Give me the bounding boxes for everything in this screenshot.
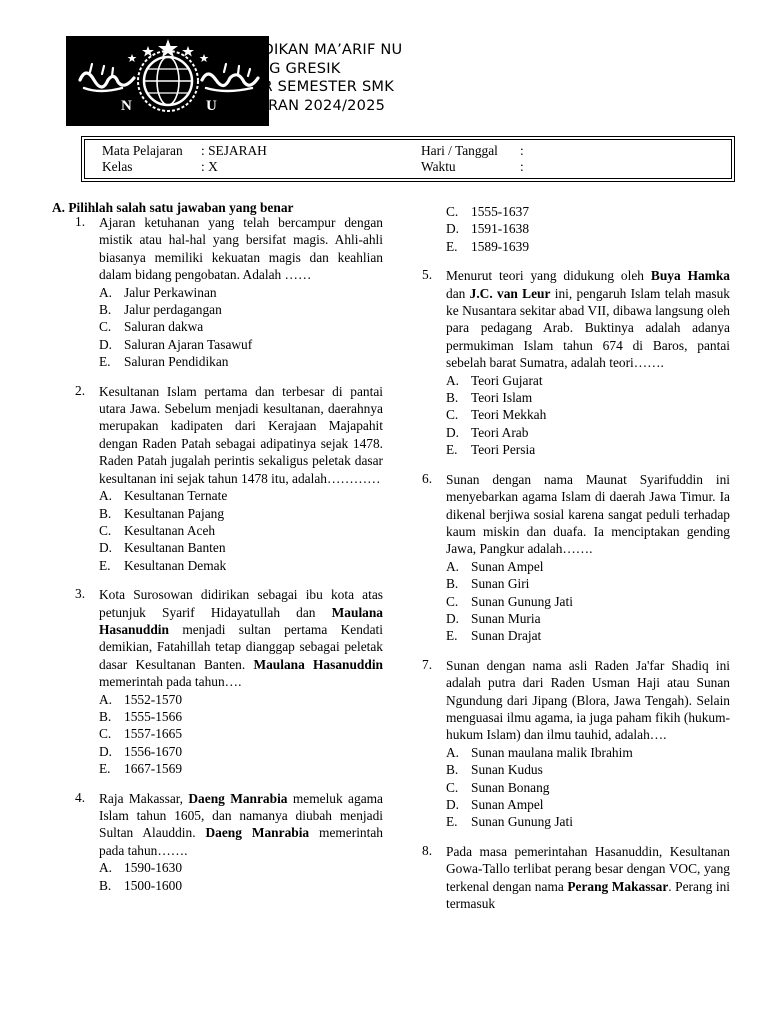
exam-info-inner	[84, 139, 732, 179]
question-text-part: ini, pengaruh Islam telah masuk ke Nusantara sekitar abad VII, dibawa langsung oleh para pedagang Arab. Buktinya adalah adanya permukiman Islam tahun 674 di Baros, pantai sebelah barat Sumatra, adalah teori…….	[446, 285, 730, 371]
option-letter: B.	[446, 762, 459, 778]
answer-option[interactable]	[446, 203, 730, 220]
answer-option[interactable]	[446, 558, 730, 575]
option-letter: B.	[446, 390, 459, 406]
answer-option[interactable]	[446, 575, 730, 592]
header-line-1: IDIKAN MA’ARIF NU	[258, 41, 403, 58]
option-text: 1552-1570	[124, 691, 183, 707]
answer-option[interactable]	[99, 318, 383, 335]
answer-option[interactable]	[99, 743, 383, 760]
option-letter: E.	[99, 557, 111, 573]
question-text-bold: Maulana Hasanuddin	[99, 604, 383, 637]
option-letter: A.	[99, 860, 113, 876]
option-letter: C.	[446, 779, 459, 795]
question-text-part: dan	[446, 285, 470, 301]
answer-option[interactable]	[99, 301, 383, 318]
question-text: Sunan dengan nama Maunat Syarifuddin ini menyebarkan agama Islam di daerah Jawa Timur. Ia dikenal berjiwa sosial karena sangat peduli terhadap kaum miskin dan duafa. Ia menciptakan gending Jawa, Pangkur adalah…….	[446, 471, 730, 557]
answer-option[interactable]	[99, 708, 383, 725]
answer-option[interactable]	[446, 441, 730, 458]
question-number: 5.	[422, 267, 433, 283]
question-text-bold: Buya Hamka	[650, 268, 730, 284]
option-letter: C.	[99, 319, 112, 335]
question-text: Ajaran ketuhanan yang telah bercampur dengan mistik atau hal-hal yang bersifat magis. Ahli-ahli biasanya memiliki kekuatan magis dan keahlian dalam bidang pengobatan. Adalah ……	[99, 215, 383, 283]
option-text: 1590-1630	[124, 860, 183, 876]
logo-letter-u: U	[206, 98, 217, 114]
option-letter: A.	[446, 558, 460, 574]
answer-option[interactable]	[446, 813, 730, 830]
option-text: Jalur Perkawinan	[124, 284, 217, 300]
right-column	[422, 203, 730, 924]
option-text: Sunan Muria	[471, 610, 541, 626]
answer-option[interactable]	[446, 779, 730, 796]
option-text: Teori Arab	[471, 424, 529, 440]
option-text: Teori Persia	[471, 442, 536, 458]
option-text: 1555-1637	[471, 204, 530, 219]
question-text-part: Kota Surosowan didirikan sebagai ibu kota atas petunjuk Syarif Hidayatullah dan	[99, 587, 383, 620]
question-3	[75, 586, 383, 777]
question-text-bold: Perang Makassar	[567, 878, 669, 894]
logo-letter-n: N	[121, 98, 132, 114]
answer-option[interactable]	[99, 859, 383, 876]
option-letter: D.	[99, 540, 113, 556]
question-7	[422, 657, 730, 831]
option-text: 1500-1600	[124, 877, 183, 893]
question-2	[75, 383, 383, 574]
answer-options	[99, 691, 383, 778]
question-number: 1.	[75, 214, 86, 229]
option-text: Teori Mekkah	[471, 407, 547, 423]
class-value: : X	[201, 159, 218, 174]
nu-logo	[66, 36, 269, 126]
option-text: 1555-1566	[124, 708, 183, 724]
left-column	[75, 214, 383, 906]
question-4-continued-options	[446, 203, 730, 255]
option-letter: C.	[446, 407, 459, 423]
question-text-bold: J.C. van Leur	[469, 285, 551, 301]
option-letter: E.	[99, 354, 111, 370]
option-text: Sunan Drajat	[471, 628, 542, 644]
answer-option[interactable]	[446, 761, 730, 778]
question-text: Sunan dengan nama asli Raden Ja'far Shadiq ini adalah putra dari Raden Usman Haji atau Sunan Ngundung dari Jipang (Blora, Jawa Tengah). Selain menguasai ilmu agama, ia juga paham fikih (hukum-hukum Islam) dan ilmu tauhid, adalah….	[446, 657, 730, 743]
option-text: Kesultanan Ternate	[124, 488, 228, 504]
answer-option[interactable]	[446, 238, 730, 255]
answer-option[interactable]	[99, 522, 383, 539]
option-letter: D.	[99, 336, 113, 352]
option-letter: D.	[446, 424, 460, 440]
answer-option[interactable]	[446, 593, 730, 610]
question-6	[422, 471, 730, 645]
question-number: 6.	[422, 470, 433, 486]
option-text: Sunan Gunung Jati	[471, 593, 573, 609]
option-letter: E.	[446, 814, 458, 830]
exam-info-box	[81, 136, 735, 182]
date-value: :	[520, 143, 524, 158]
question-8	[422, 843, 730, 913]
question-number: 3.	[75, 586, 86, 602]
option-text: 1667-1569	[124, 761, 183, 777]
question-text-part: memerintah pada tahun…….	[99, 825, 383, 858]
question-5	[422, 267, 730, 458]
question-text-part: . Perang ini termasuk	[446, 878, 730, 912]
answer-option[interactable]	[446, 389, 730, 406]
question-text-part: Raja Makassar,	[99, 790, 189, 806]
info-row-2	[85, 159, 731, 175]
question-text-part: memerintah pada tahun….	[99, 674, 242, 690]
nu-emblem-icon	[66, 36, 269, 126]
option-letter: D.	[99, 743, 113, 759]
option-letter: D.	[446, 221, 460, 237]
option-letter: A.	[99, 691, 113, 707]
option-text: 1589-1639	[471, 238, 530, 254]
answer-option[interactable]	[99, 691, 383, 708]
document-header	[258, 41, 402, 115]
option-letter: B.	[99, 505, 112, 521]
option-letter: E.	[99, 761, 111, 777]
option-text: 1591-1638	[471, 221, 530, 237]
question-text-part: menjadi sultan pertama Kendati demikian, Fatahillah tetap dianggap sebagai peletak dasar Kesultanan Banten.	[99, 621, 383, 672]
option-letter: D.	[446, 797, 460, 812]
option-text: Kesultanan Demak	[124, 557, 227, 573]
option-letter: A.	[446, 372, 460, 388]
question-text-part: memeluk agama Islam tahun 1605, dan namanya diubah menjadi Sultan Alauddin.	[99, 790, 383, 841]
answer-option[interactable]	[446, 220, 730, 237]
option-text: Sunan Ampel	[471, 558, 544, 574]
option-letter: B.	[99, 708, 112, 724]
answer-options	[99, 487, 383, 574]
question-text-bold: Maulana Hasanuddin	[253, 656, 383, 672]
question-text-part: Menurut teori yang didukung oleh	[446, 268, 651, 284]
option-letter: D.	[446, 610, 460, 626]
option-text: 1556-1670	[124, 743, 183, 759]
answer-option[interactable]	[99, 487, 383, 504]
answer-option[interactable]	[99, 284, 383, 301]
answer-option[interactable]	[446, 372, 730, 389]
header-line-3: IR SEMESTER SMK	[258, 78, 394, 95]
option-letter: A.	[99, 284, 113, 300]
question-number: 4.	[75, 789, 86, 805]
option-text: Saluran Ajaran Tasawuf	[124, 336, 253, 352]
option-letter: B.	[99, 877, 112, 893]
question-number: 8.	[422, 842, 433, 858]
option-text: Sunan Ampel	[471, 797, 544, 812]
header-line-4: ARAN 2024/2025	[258, 96, 386, 114]
answer-options	[446, 558, 730, 645]
answer-options	[99, 284, 383, 371]
option-letter: C.	[446, 204, 459, 219]
question-4	[75, 790, 383, 894]
question-text-part: Pada masa pemerintahan Hasanuddin, Kesultanan Gowa-Tallo terlibat perang besar dengan VOC, yang terkenal dengan nama	[446, 843, 730, 894]
answer-options	[99, 859, 383, 894]
date-label: Hari / Tanggal	[421, 143, 498, 158]
option-text: Sunan maulana malik Ibrahim	[471, 744, 633, 760]
answer-option[interactable]	[99, 760, 383, 777]
subject-label: Mata Pelajaran	[102, 143, 183, 158]
question-number: 2.	[75, 382, 86, 398]
answer-option[interactable]	[446, 627, 730, 644]
time-label: Waktu	[421, 159, 456, 174]
option-letter: A.	[99, 488, 113, 504]
question-number: 7.	[422, 656, 433, 672]
option-letter: E.	[446, 442, 458, 458]
answer-option[interactable]	[446, 406, 730, 423]
question-text	[446, 843, 730, 913]
question-text	[446, 267, 730, 371]
answer-option[interactable]	[99, 353, 383, 370]
answer-option[interactable]	[99, 505, 383, 522]
option-text: Jalur perdagangan	[124, 302, 222, 318]
option-text: Kesultanan Aceh	[124, 522, 216, 538]
time-value: :	[520, 159, 524, 174]
option-text: Kesultanan Banten	[124, 540, 226, 556]
question-text	[99, 790, 383, 860]
option-text: Sunan Bonang	[471, 779, 550, 795]
option-text: Sunan Giri	[471, 576, 530, 592]
option-letter: E.	[446, 628, 458, 644]
option-letter: C.	[99, 726, 112, 742]
info-row-1	[85, 143, 731, 159]
option-text: Saluran dakwa	[124, 319, 204, 335]
question-text-bold: Daeng Manrabia	[205, 825, 310, 841]
header-line-2: NG GRESIK	[258, 59, 341, 77]
option-letter: A.	[446, 744, 460, 760]
answer-options	[446, 372, 730, 459]
option-letter: C.	[446, 593, 459, 609]
option-text: Sunan Gunung Jati	[471, 814, 573, 830]
option-text: Kesultanan Pajang	[124, 505, 225, 521]
answer-option[interactable]	[99, 877, 383, 894]
answer-option[interactable]	[99, 725, 383, 742]
answer-option[interactable]	[99, 539, 383, 556]
question-1	[75, 214, 383, 371]
option-letter: B.	[446, 576, 459, 592]
question-text: Kesultanan Islam pertama dan terbesar di pantai utara Jawa. Sebelum menjadi kesultanan, daerahnya merupakan kadipaten dari Kerajaan Majapahit dengan Raden Patah sebagai adipatinya sejak 1478. Raden Patah jugalah perintis sekaligus peletak dasar kesultanan ini sejak tahun 1478 itu, adalah…………	[99, 383, 383, 486]
answer-option[interactable]	[446, 424, 730, 441]
answer-option[interactable]	[446, 610, 730, 627]
option-text: Saluran Pendidikan	[124, 354, 229, 370]
answer-option[interactable]	[446, 796, 730, 813]
option-text: Teori Islam	[471, 390, 533, 406]
option-text: 1557-1665	[124, 726, 183, 742]
section-title: A. Pilihlah salah satu jawaban yang benar	[52, 200, 294, 215]
answer-options	[446, 744, 730, 831]
answer-option[interactable]	[99, 557, 383, 574]
class-label: Kelas	[102, 159, 133, 174]
answer-option[interactable]	[446, 744, 730, 761]
option-text: Sunan Kudus	[471, 762, 543, 778]
question-text-bold: Daeng Manrabia	[188, 790, 288, 806]
question-text	[99, 586, 383, 690]
subject-value: : SEJARAH	[201, 143, 267, 158]
answer-option[interactable]	[99, 336, 383, 353]
option-letter: E.	[446, 238, 458, 254]
option-letter: B.	[99, 302, 112, 318]
option-text: Teori Gujarat	[471, 372, 543, 388]
option-letter: C.	[99, 522, 112, 538]
